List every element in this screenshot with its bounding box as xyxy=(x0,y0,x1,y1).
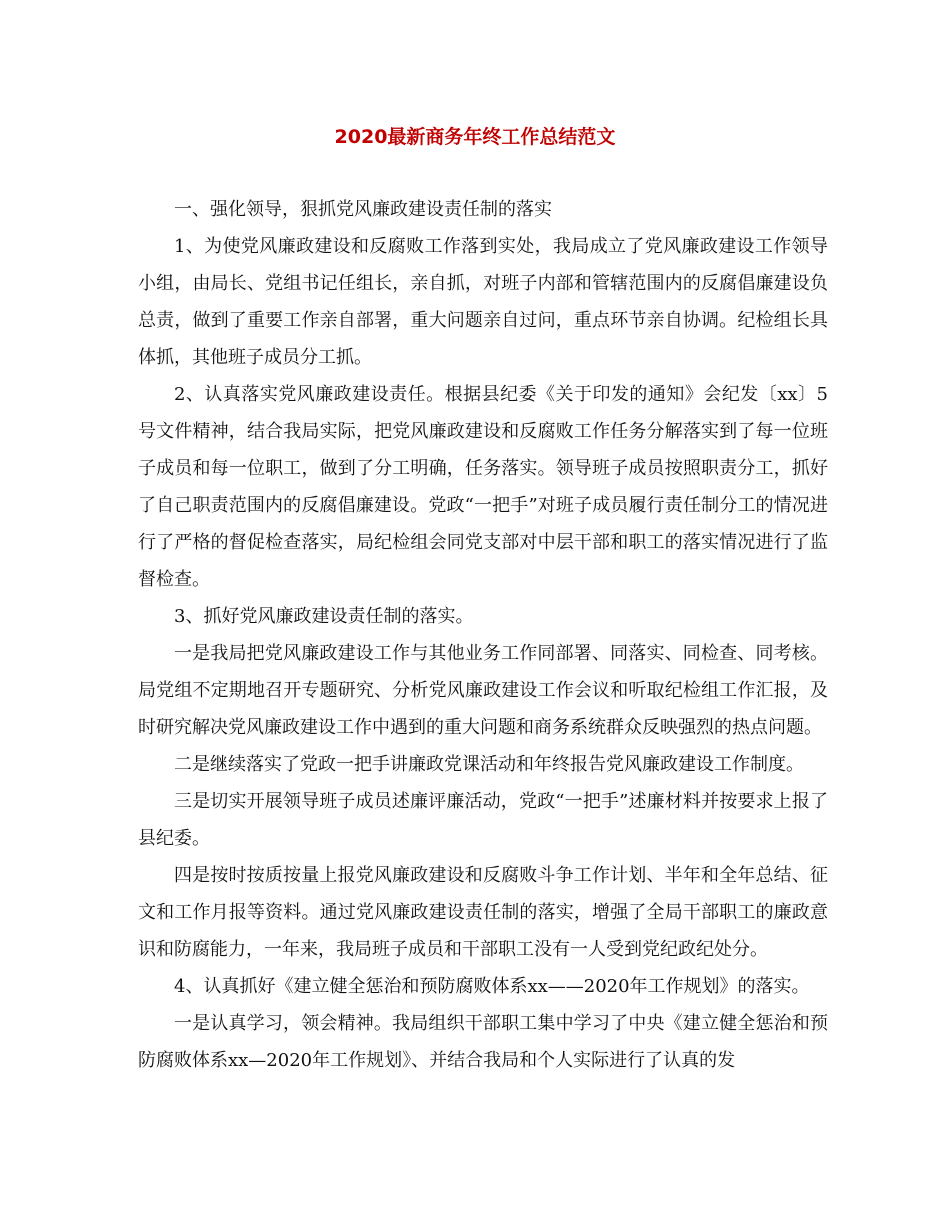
document-title: 2020最新商务年终工作总结范文 xyxy=(334,126,616,148)
paragraph: 三是切实开展领导班子成员述廉评廉活动，党政“一把手”述廉材料并按要求上报了县纪委。 xyxy=(138,791,828,849)
paragraph: 二是继续落实了党政一把手讲廉政党课活动和年终报告党风廉政建设工作制度。 xyxy=(174,754,804,775)
paragraph: 一是认真学习，领会精神。我局组织干部职工集中学习了中央《建立健全惩治和预防腐败体系xx—2020年工作规划》、并结合我局和个人实际进行了认真的发 xyxy=(138,1013,828,1071)
document-body xyxy=(138,191,828,1079)
paragraph: 一是我局把党风廉政建设工作与其他业务工作同部署、同落实、同检查、同考核。局党组不定期地召开专题研究、分析党风廉政建设工作会议和听取纪检组工作汇报，及时研究解决党风廉政建设工作中遇到的重大问题和商务系统群众反映强烈的热点问题。 xyxy=(138,643,828,738)
paragraph: 四是按时按质按量上报党风廉政建设和反腐败斗争工作计划、半年和全年总结、征文和工作月报等资料。通过党风廉政建设责任制的落实，增强了全局干部职工的廉政意识和防腐能力，一年来，我局班子成员和干部职工没有一人受到党纪政纪处分。 xyxy=(138,865,828,960)
paragraph: 4、认真抓好《建立健全惩治和预防腐败体系xx——2020年工作规划》的落实。 xyxy=(174,976,810,997)
paragraph: 一、强化领导，狠抓党风廉政建设责任制的落实 xyxy=(174,199,552,220)
paragraph: 2、认真落实党风廉政建设责任。根据县纪委《关于印发的通知》会纪发〔xx〕5号文件精神，结合我局实际，把党风廉政建设和反腐败工作任务分解落实到了每一位班子成员和每一位职工，做到了分工明确，任务落实。领导班子成员按照职责分工，抓好了自己职责范围内的反腐倡廉建设。党政“一把手”对班子成员履行责任制分工的情况进行了严格的督促检查落实，局纪检组会同党支部对中层干部和职工的落实情况进行了监督检查。 xyxy=(138,384,828,590)
paragraph: 3、抓好党风廉政建设责任制的落实。 xyxy=(174,606,474,627)
paragraph: 1、为使党风廉政建设和反腐败工作落到实处，我局成立了党风廉政建设工作领导小组，由局长、党组书记任组长，亲自抓，对班子内部和管辖范围内的反腐倡廉建设负总责，做到了重要工作亲自部署，重大问题亲自过问，重点环节亲自协调。纪检组长具体抓，其他班子成员分工抓。 xyxy=(138,236,828,368)
